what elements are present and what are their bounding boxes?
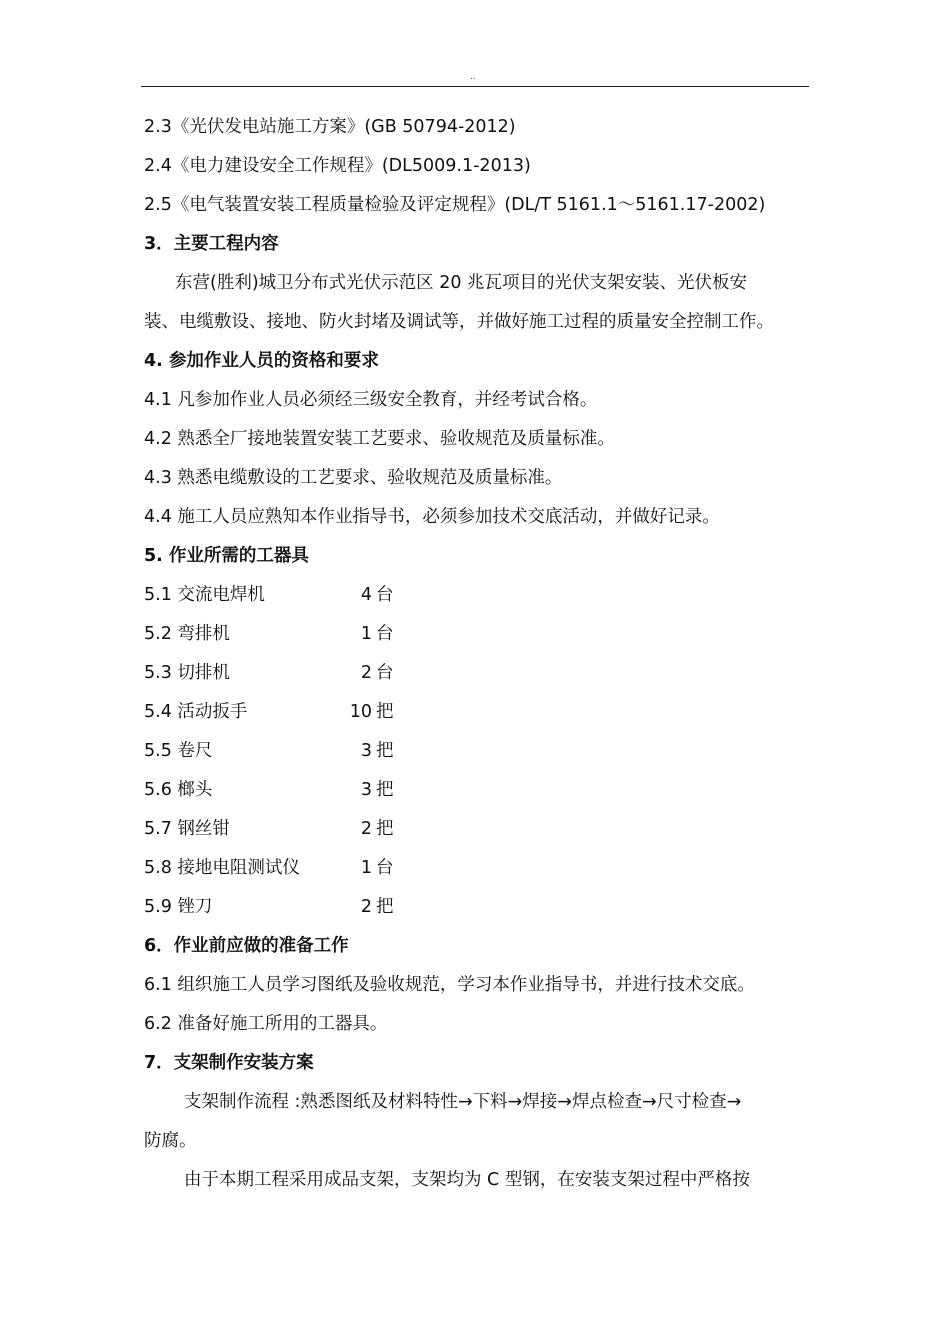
reference-2-3: 2.3《光伏发电站施工方案》(GB 50794-2012) xyxy=(144,117,516,137)
section-3-body-line-1: 东营(胜利)城卫分布式光伏示范区 20 兆瓦项目的光伏支架安装、光伏板安 xyxy=(175,273,748,293)
tool-row xyxy=(144,888,810,927)
tool-row xyxy=(144,693,810,732)
tool-name: 5.1 交流电焊机 xyxy=(144,585,265,605)
tool-name: 5.8 接地电阻测试仪 xyxy=(144,858,300,878)
section-4-item: 4.3 熟悉电缆敷设的工艺要求、验收规范及质量标准。 xyxy=(144,468,563,488)
section-7-heading: 7．支架制作安装方案 xyxy=(144,1053,314,1073)
document-body xyxy=(144,108,810,1200)
section-6-item: 6.1 组织施工人员学习图纸及验收规范，学习本作业指导书，并进行技术交底。 xyxy=(144,975,755,995)
tool-quantity: 2 xyxy=(360,897,372,917)
section-3-heading: 3．主要工程内容 xyxy=(144,234,279,254)
tool-quantity: 10 xyxy=(349,702,372,722)
section-4-item: 4.1 凡参加作业人员必须经三级安全教育，并经考试合格。 xyxy=(144,390,598,410)
tool-quantity: 2 xyxy=(360,663,372,683)
tool-row xyxy=(144,615,810,654)
tool-row xyxy=(144,654,810,693)
tool-unit: 把 xyxy=(376,780,394,800)
section-3-body-line-2: 装、电缆敷设、接地、防火封堵及调试等，并做好施工过程的质量安全控制工作。 xyxy=(144,312,774,332)
header-mark: .. xyxy=(470,72,476,82)
tool-quantity: 4 xyxy=(360,585,372,605)
section-4-item: 4.4 施工人员应熟知本作业指导书，必须参加技术交底活动，并做好记录。 xyxy=(144,507,720,527)
tool-name: 5.3 切排机 xyxy=(144,663,230,683)
tool-row xyxy=(144,849,810,888)
tool-quantity: 1 xyxy=(360,624,372,644)
tool-unit: 台 xyxy=(376,858,394,878)
reference-2-5: 2.5《电气装置安装工程质量检验及评定规程》(DL/T 5161.1～5161.17-2002) xyxy=(144,195,766,215)
header-rule xyxy=(141,86,809,87)
tool-quantity: 3 xyxy=(360,741,372,761)
section-7-body-line-1: 由于本期工程采用成品支架，支架均为 C 型钢，在安装支架过程中严格按 xyxy=(184,1170,750,1190)
tool-name: 5.5 卷尺 xyxy=(144,741,213,761)
tool-row xyxy=(144,810,810,849)
tool-unit: 把 xyxy=(376,702,394,722)
section-5-heading: 5. 作业所需的工器具 xyxy=(144,546,309,566)
tool-row xyxy=(144,771,810,810)
tool-row xyxy=(144,576,810,615)
tool-quantity: 3 xyxy=(360,780,372,800)
reference-2-4: 2.4《电力建设安全工作规程》(DL5009.1-2013) xyxy=(144,156,531,176)
tool-name: 5.4 活动扳手 xyxy=(144,702,248,722)
section-6-item: 6.2 准备好施工所用的工器具。 xyxy=(144,1014,388,1034)
section-4-item: 4.2 熟悉全厂接地装置安装工艺要求、验收规范及质量标准。 xyxy=(144,429,615,449)
tool-unit: 把 xyxy=(376,819,394,839)
tool-unit: 台 xyxy=(376,585,394,605)
tool-unit: 台 xyxy=(376,663,394,683)
tool-unit: 台 xyxy=(376,624,394,644)
section-4-heading: 4. 参加作业人员的资格和要求 xyxy=(144,351,379,371)
section-7-flow-line-1: 支架制作流程 :熟悉图纸及材料特性→下料→焊接→焊点检查→尺寸检查→ xyxy=(184,1092,742,1112)
tool-quantity: 2 xyxy=(360,819,372,839)
tool-unit: 把 xyxy=(376,897,394,917)
section-7-flow-line-2: 防腐。 xyxy=(144,1131,197,1151)
tool-name: 5.2 弯排机 xyxy=(144,624,230,644)
tool-row xyxy=(144,732,810,771)
tool-unit: 把 xyxy=(376,741,394,761)
tool-quantity: 1 xyxy=(360,858,372,878)
tool-name: 5.6 榔头 xyxy=(144,780,213,800)
section-6-heading: 6．作业前应做的准备工作 xyxy=(144,936,349,956)
tool-name: 5.7 钢丝钳 xyxy=(144,819,230,839)
tool-name: 5.9 锉刀 xyxy=(144,897,213,917)
